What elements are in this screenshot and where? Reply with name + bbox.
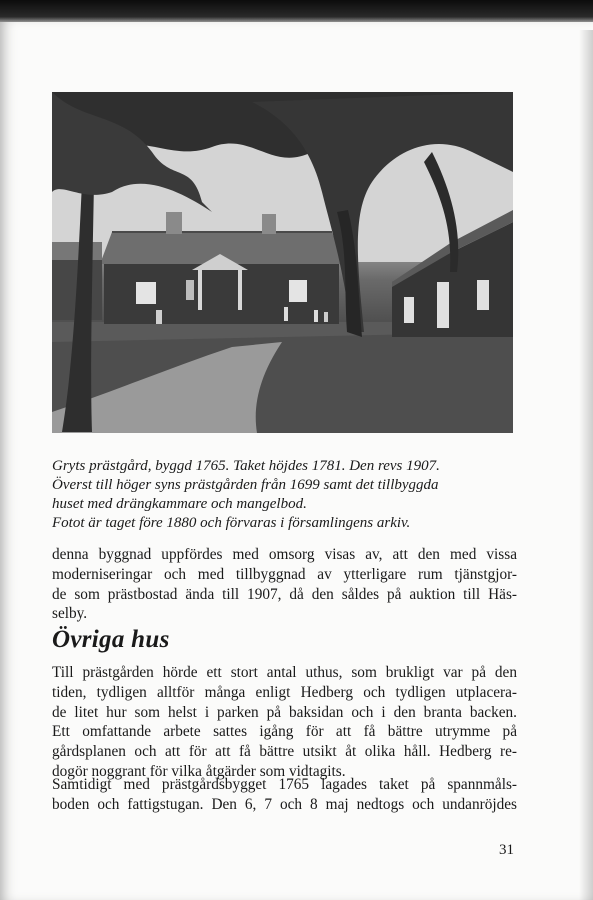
page-right-shadow: [579, 30, 593, 900]
page-number: 31: [499, 842, 514, 858]
text-line: de litet hur som helst i parken på baksidan och i den branta backen.: [52, 703, 517, 721]
text-line: selby.: [52, 605, 88, 623]
caption-line: Gryts prästgård, byggd 1765. Taket höjdes 1781. Den revs 1907.: [52, 458, 440, 474]
text-line: de som prästbostad ända till 1907, då den såldes på auktion till Häs-: [52, 585, 517, 603]
text-line: dogör noggrant för vilka åtgärder som vidtagits.: [52, 762, 346, 780]
photograph-icon: [52, 92, 513, 433]
text-line: Till prästgården hörde ett stort antal uthus, som brukligt var på den: [52, 664, 517, 681]
caption-line: huset med drängkammare och mangelbod.: [52, 496, 307, 512]
text-line: moderniseringar och med tillbyggnad av ytterligare rum tjänstgjor-: [52, 565, 517, 583]
section-heading: Övriga hus: [52, 626, 170, 653]
caption-line: Överst till höger syns prästgården från 1699 samt det tillbyggda: [52, 477, 439, 493]
paragraph-samtidigt: [52, 775, 517, 815]
text-line: tiden, tydligen alltför många enligt Hedberg och tydligen utplacera-: [52, 683, 517, 701]
text-line: Ett omfattande arbete sattes igång för att få bättre utrymme på: [52, 723, 517, 741]
text-line: gårdsplanen och att för att få bättre utsikt åt olika håll. Hedberg re-: [52, 743, 517, 761]
paragraph-ovriga-hus: [52, 663, 517, 782]
text-line: Samtidigt med prästgårdsbygget 1765 lagades taket på spannmåls-: [52, 776, 517, 793]
caption-line: Fotot är taget före 1880 och förvaras i församlingens arkiv.: [52, 515, 411, 531]
paragraph-continuation: [52, 545, 517, 624]
text-line: denna byggnad uppfördes med omsorg visas av, att den med vissa: [52, 546, 517, 563]
text-line: boden och fattigstugan. Den 6, 7 och 8 maj nedtogs och undanröjdes: [52, 795, 517, 813]
parsonage-photograph: [52, 92, 513, 433]
photo-caption: [52, 457, 522, 533]
